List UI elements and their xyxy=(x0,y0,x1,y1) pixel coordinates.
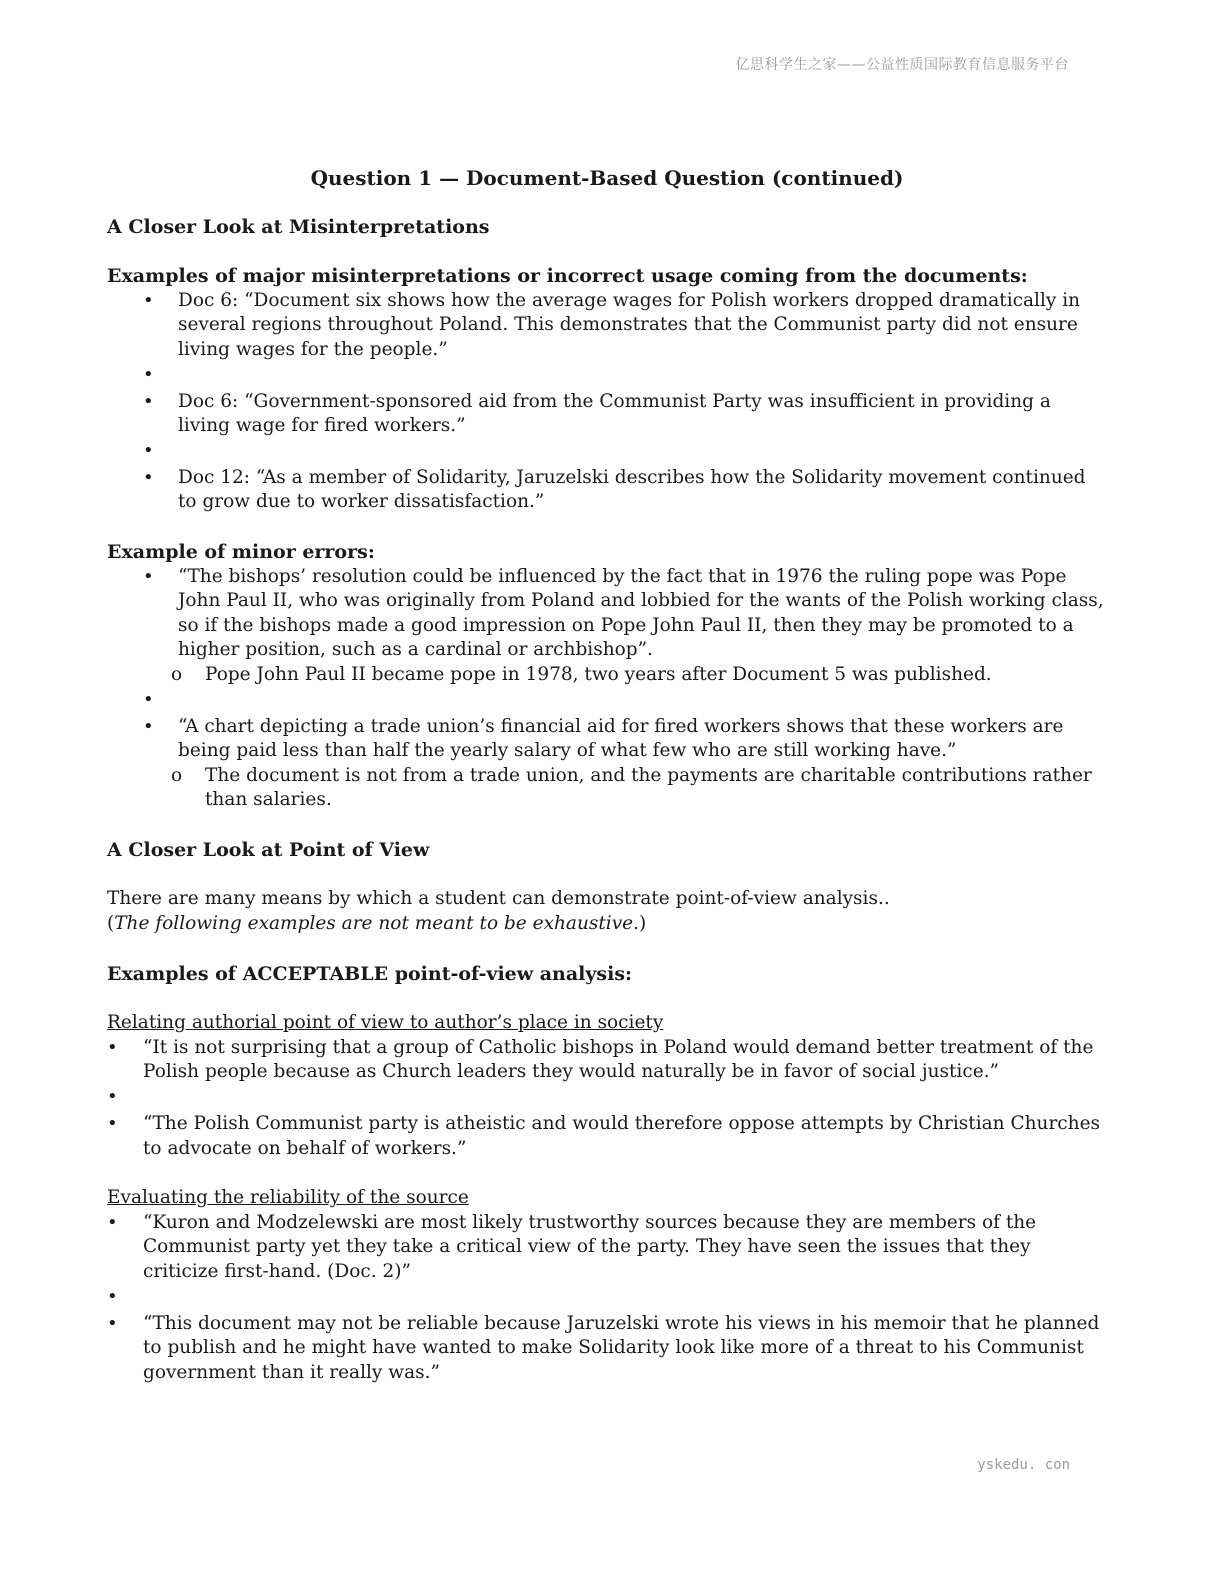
footer-watermark: yskedu. con xyxy=(977,1457,1070,1473)
sub-list xyxy=(107,764,1107,813)
acceptable-pov-heading: Examples of ACCEPTABLE point-of-view analysis: xyxy=(107,962,633,985)
document-body xyxy=(107,166,1107,1385)
section-title: Relating authorial point of view to author’s place in society xyxy=(107,1012,664,1034)
pov-heading: A Closer Look at Point of View xyxy=(107,838,430,861)
list-item: • Doc 6: “Document six shows how the average wages for Polish workers dropped dramatically in several regions throughout Poland. This demonstrates that the Communist party did not ensure living wages for the people.” xyxy=(107,289,1107,363)
pov-list-society xyxy=(107,1036,1107,1161)
sub-list xyxy=(107,663,1107,688)
list-item: • Doc 12: “As a member of Solidarity, Jaruzelski describes how the Solidarity movement continued to grow due to worker dissatisfaction.” xyxy=(107,466,1107,515)
list-item: • “This document may not be reliable because Jaruzelski wrote his views in his memoir that he planned to publish and he might have wanted to make Solidarity look like more of a threat to his Communist government than it really was.” xyxy=(107,1312,1107,1386)
major-errors-heading: Examples of major misinterpretations or incorrect usage coming from the documents: xyxy=(107,265,1028,288)
header-watermark: 亿思科学生之家——公益性质国际教育信息服务平台 xyxy=(735,57,1069,73)
page-title: Question 1 — Document-Based Question (continued) xyxy=(310,166,904,190)
pov-intro: There are many means by which a student can demonstrate point-of-view analysis.. xyxy=(107,888,890,910)
sub-bullet-marker: o xyxy=(171,764,183,786)
list-item: • “Kuron and Modzelewski are most likely trustworthy sources because they are members of the Communist party yet they take a critical view of the party. They have seen the issues that they criticize first-hand. (Doc. 2)” xyxy=(107,1211,1107,1285)
major-errors-list xyxy=(107,289,1107,515)
pov-list-reliability xyxy=(107,1211,1107,1386)
list-item: • “It is not surprising that a group of Catholic bishops in Poland would demand better treatment of the Polish people because as Church leaders they would naturally be in favor of social justice.” xyxy=(107,1036,1107,1085)
section-title: Evaluating the reliability of the source xyxy=(107,1187,469,1209)
misinterpretations-heading: A Closer Look at Misinterpretations xyxy=(107,215,490,238)
minor-errors-list xyxy=(107,565,1107,813)
sub-list-item: o Pope John Paul II became pope in 1978, two years after Document 5 was published. xyxy=(107,663,1107,688)
minor-errors-heading: Example of minor errors: xyxy=(107,540,375,563)
sub-list-item: o The document is not from a trade union, and the payments are charitable contributions rather than salaries. xyxy=(171,764,1092,811)
list-item-text: “A chart depicting a trade union’s financial aid for fired workers shows that these workers are being paid less than half the yearly salary of what few who are still working have.” xyxy=(178,715,1064,762)
list-item xyxy=(107,565,1107,688)
list-item: • Doc 6: “Government-sponsored aid from the Communist Party was insufficient in providing a living wage for fired workers.” xyxy=(107,390,1107,439)
list-item xyxy=(107,715,1107,813)
pov-note: (The following examples are not meant to be exhaustive.) xyxy=(107,913,647,935)
list-item: • “The Polish Communist party is atheistic and would therefore oppose attempts by Christian Churches to advocate on behalf of workers.” xyxy=(107,1112,1107,1161)
sub-bullet-marker: o xyxy=(171,663,183,685)
list-item-text: “The bishops’ resolution could be influenced by the fact that in 1976 the ruling pope was Pope John Paul II, who was originally from Poland and lobbied for the wants of the Polish working class, so if the bishops made a good impression on Pope John Paul II, then they may be promoted to a higher position, such as a cardinal or archbishop”. xyxy=(178,565,1104,661)
